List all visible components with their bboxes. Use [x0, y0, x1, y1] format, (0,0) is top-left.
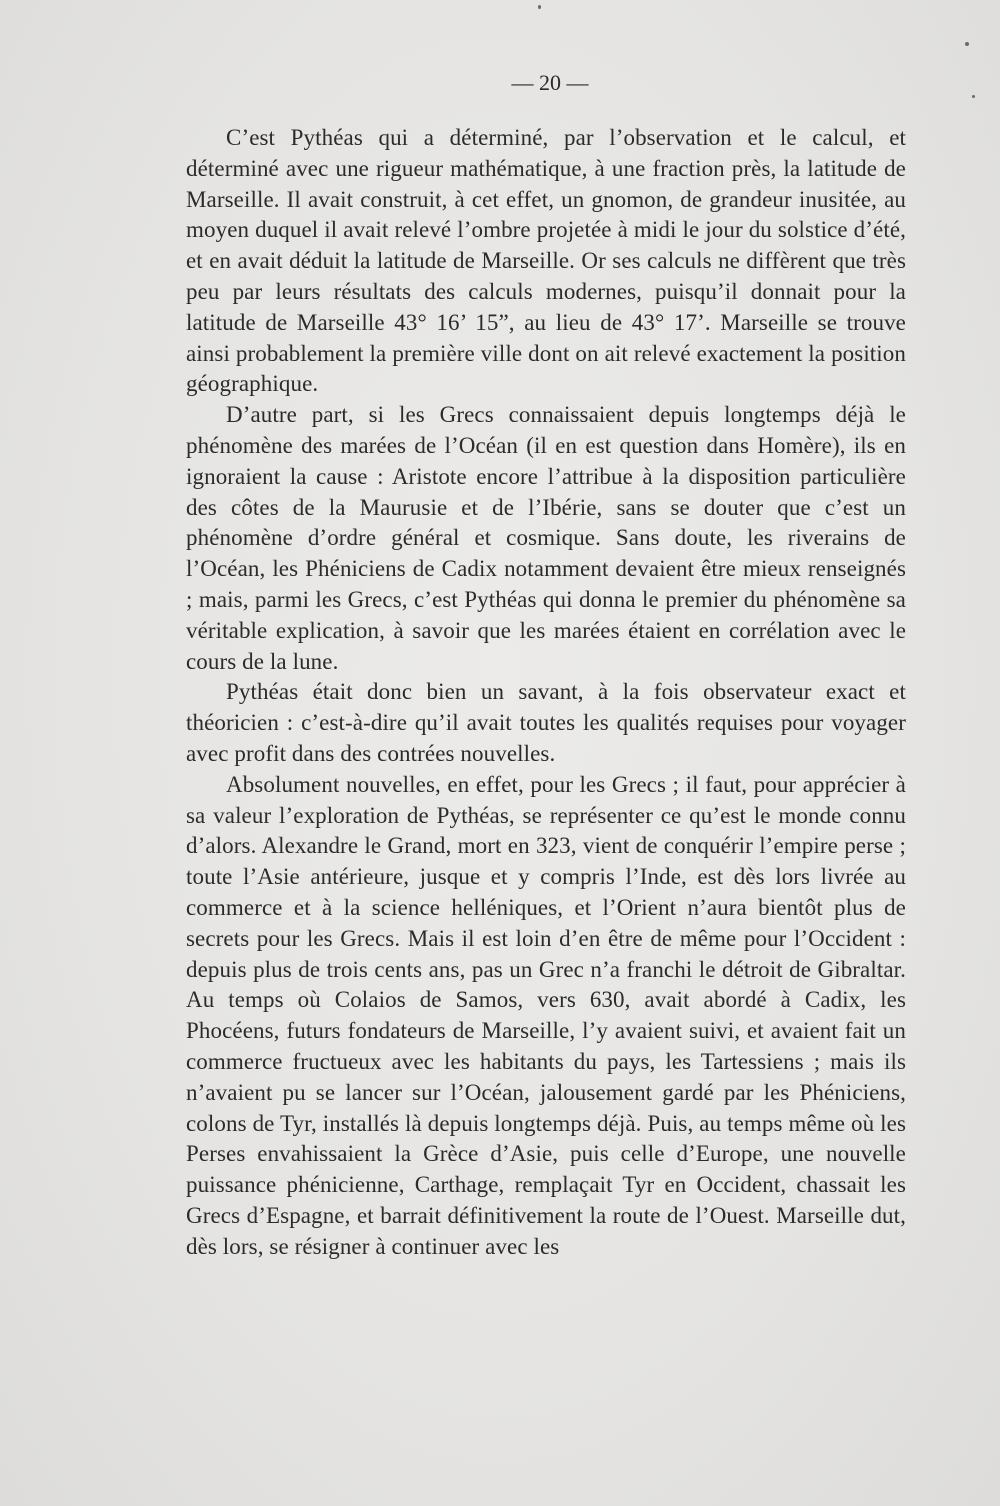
paragraph-3: Pythéas était donc bien un savant, à la fois observateur exact et théoricien : c’est-à-dire qu’il avait toutes les qualités requises pour voyager avec profit dans des contrées nouvelles. [186, 679, 906, 766]
body-text [186, 123, 906, 1262]
scan-speck [972, 95, 975, 98]
page-number: — 20 — [511, 70, 589, 95]
paragraph-2: D’autre part, si les Grecs connaissaient depuis longtemps déjà le phénomène des marées de l’Océan (il en est question dans Homère), ils en ignoraient la cause : Aristote encore l’attribue à la disposition particulière des côtes de la Maurusie et de l’Ibérie, sans se douter que c’est un phénomène d’ordre général et cosmique. Sans doute, les riverains de l’Océan, les Phéniciens de Cadix notamment devaient être mieux renseignés ; mais, parmi les Grecs, c’est Pythéas qui donna le premier du phénomène sa véritable explication, à savoir que les marées étaient en corrélation avec le cours de la lune. [186, 402, 906, 674]
paragraph-1: C’est Pythéas qui a déterminé, par l’observation et le calcul, et déterminé avec une rigueur mathématique, à une fraction près, la latitude de Marseille. Il avait construit, à cet effet, un gnomon, de grandeur inusitée, au moyen duquel il avait relevé l’ombre projetée à midi le jour du solstice d’été, et en avait déduit la latitude de Marseille. Or ses calculs ne diffèrent que très peu par leurs résultats des calculs modernes, puisqu’il donnait pour la latitude de Marseille 43° 16’ 15”, au lieu de 43° 17’. Marseille se trouve ainsi probablement la première ville dont on ait relevé exactement la position géographique. [186, 125, 906, 397]
scan-speck [538, 5, 541, 9]
paragraph-4: Absolument nouvelles, en effet, pour les Grecs ; il faut, pour apprécier à sa valeur l’exploration de Pythéas, se représenter ce qu’est le monde connu d’alors. Alexandre le Grand, mort en 323, vient de conquérir l’empire perse ; toute l’Asie antérieure, jusque et y compris l’Inde, est dès lors livrée au commerce et à la science helléniques, et l’Orient n’aura bientôt plus de secrets pour les Grecs. Mais il est loin d’en être de même pour l’Occident : depuis plus de trois cents ans, pas un Grec n’a franchi le détroit de Gibraltar. Au temps où Colaios de Samos, vers 630, avait abordé à Cadix, les Phocéens, futurs fondateurs de Marseille, l’y avaient suivi, et avaient fait un commerce fructueux avec les habitants du pays, les Tartessiens ; mais ils n’avaient pu se lancer sur l’Océan, jalousement gardé par les Phéniciens, colons de Tyr, installés là depuis longtemps déjà. Puis, au temps même où les Perses envahissaient la Grèce d’Asie, puis celle d’Europe, une nouvelle puissance phénicienne, Carthage, remplaçait Tyr en Occident, chassait les Grecs d’Espagne, et barrait définitivement la route de l’Ouest. Marseille dut, dès lors, se résigner à continuer avec les [186, 771, 906, 1259]
scan-speck [965, 42, 969, 46]
